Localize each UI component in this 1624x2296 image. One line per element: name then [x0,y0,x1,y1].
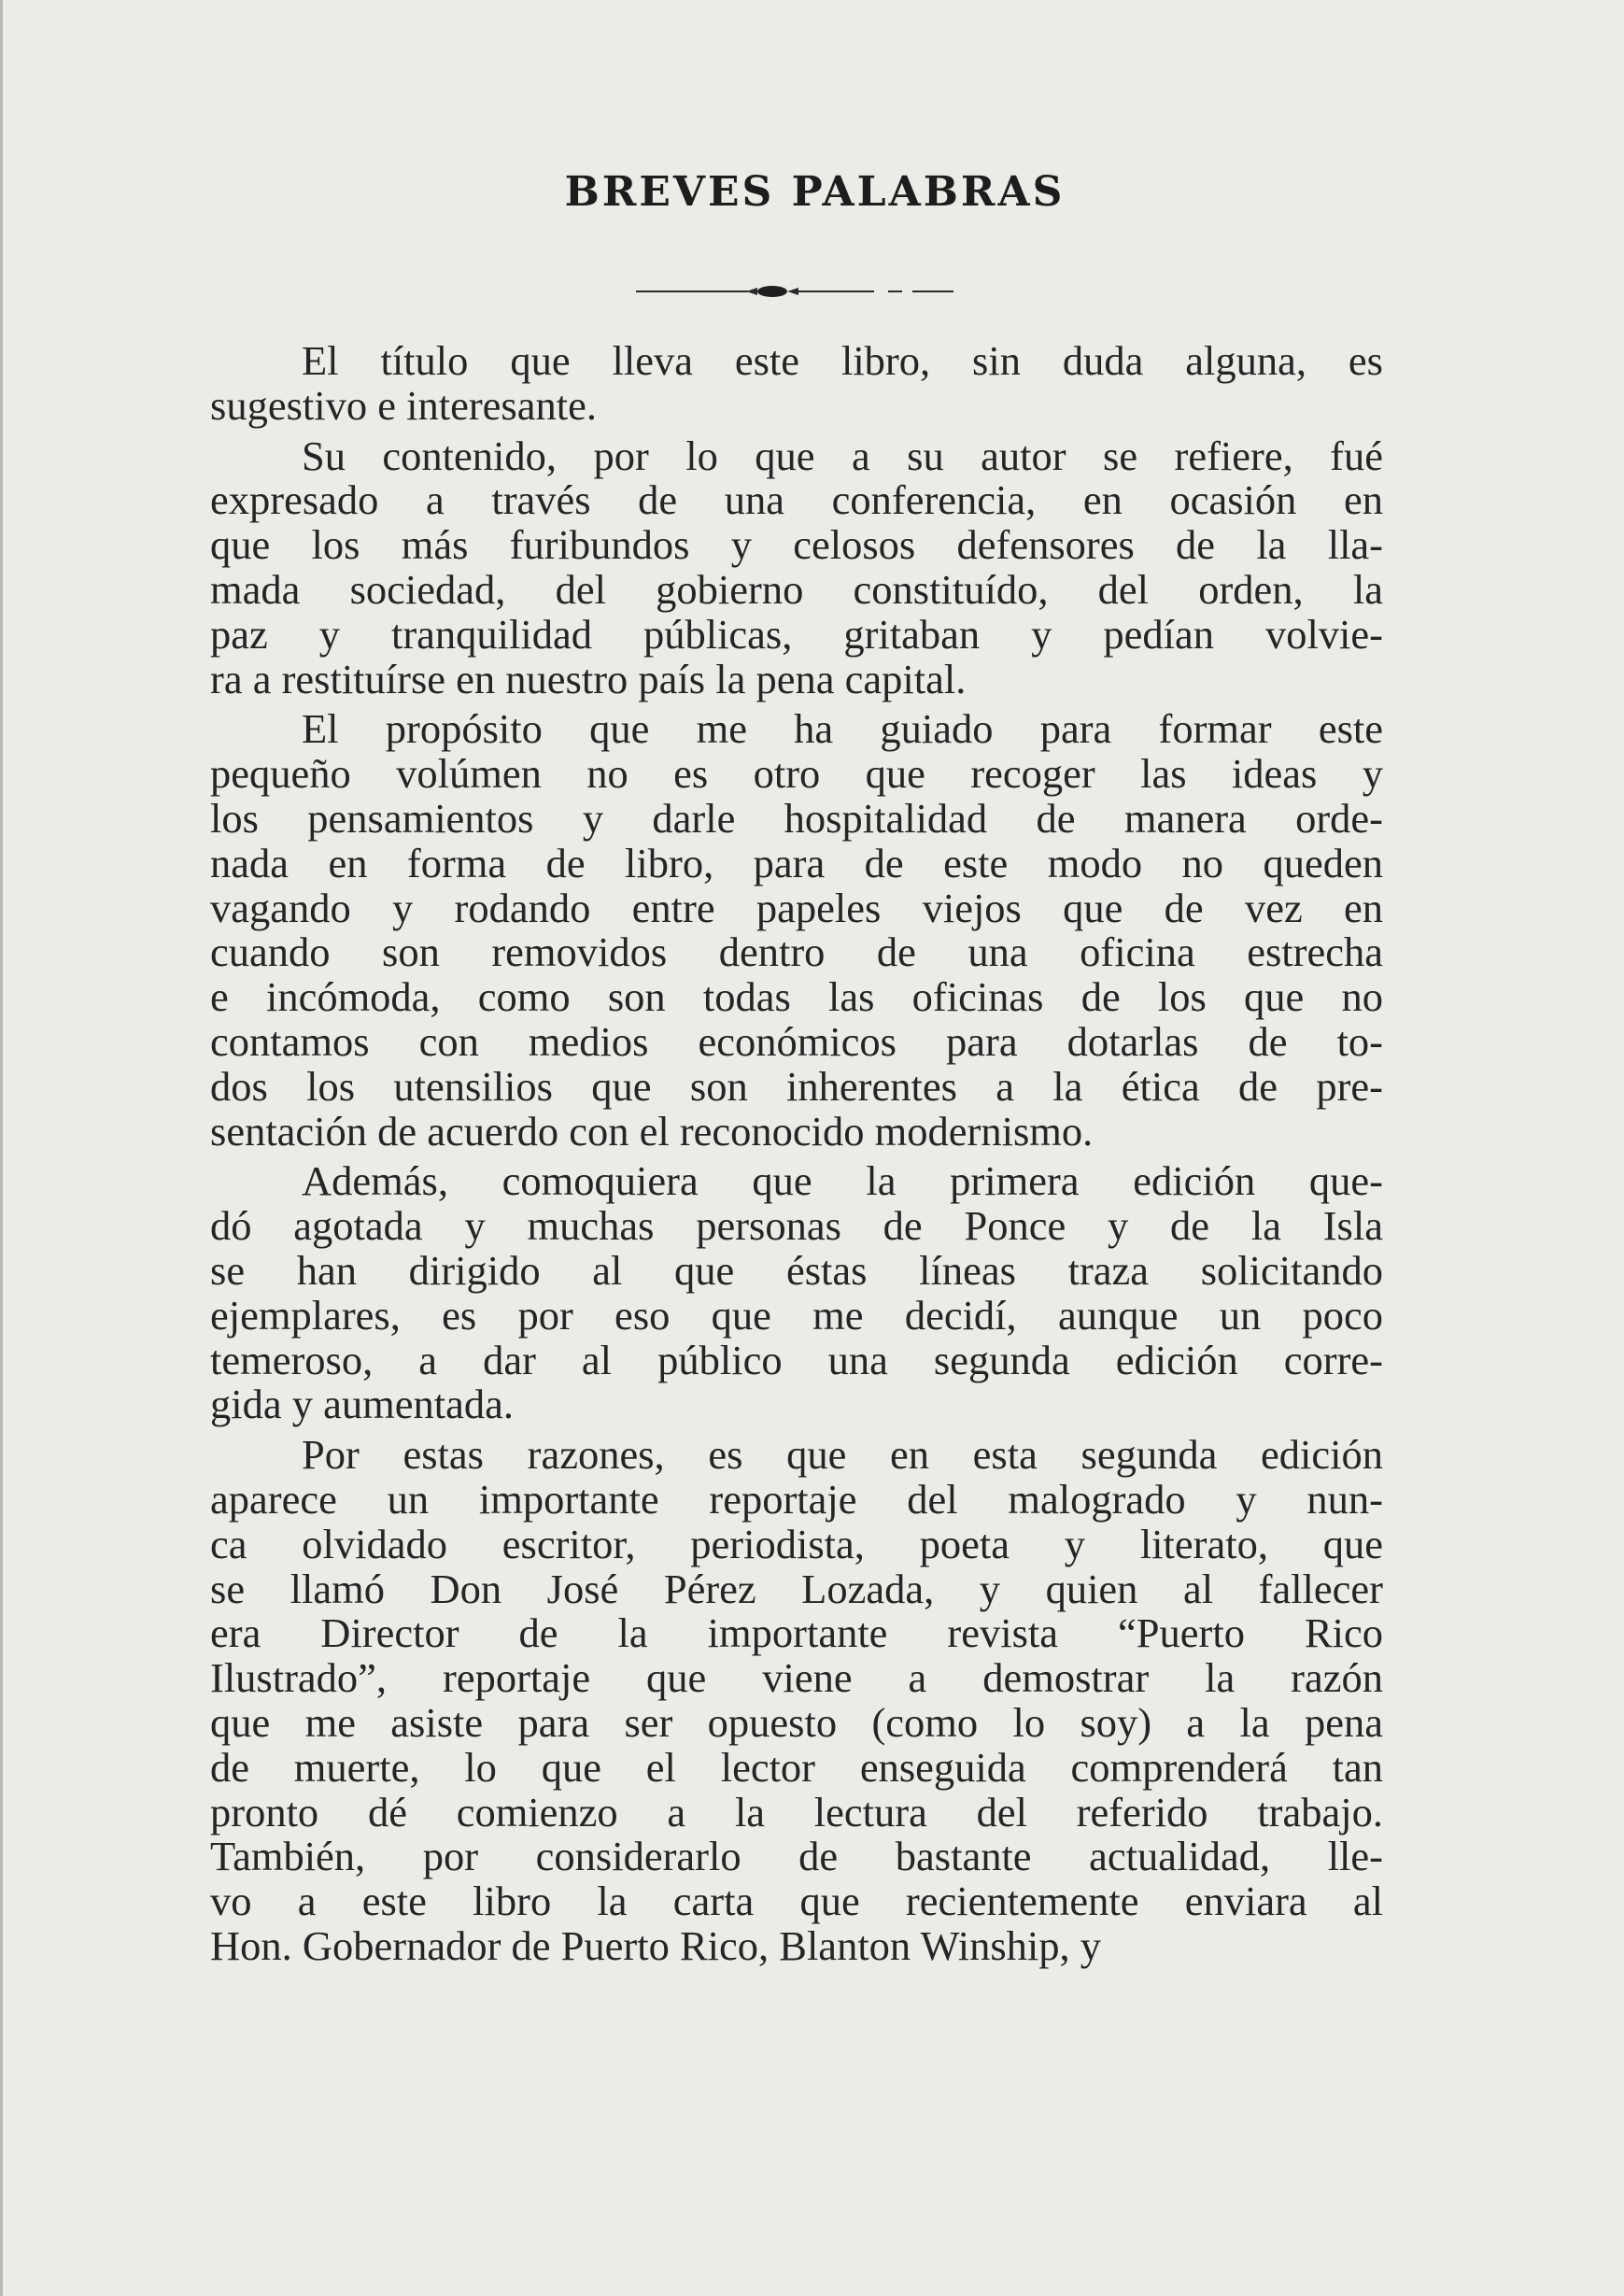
text-line: que me asiste para ser opuesto (como lo soy) a la pena [210,1698,1383,1746]
text-line: se han dirigido al que éstas líneas traza solicitando [210,1246,1383,1294]
text-line: dó agotada y muchas personas de Ponce y de la Isla [210,1202,1383,1250]
decorative-divider-icon [636,280,953,303]
text-line: pronto dé comienzo a la lectura del referido trabajo. [210,1788,1383,1835]
text-line: gida y aumentada. [210,1381,514,1428]
text-line: temeroso, a dar al público una segunda edición corre- [210,1336,1383,1383]
text-line: ejemplares, es por eso que me decidí, aunque un poco [210,1291,1383,1339]
text-line: También, por considerarlo de bastante actualidad, lle- [210,1833,1383,1880]
text-line: vagando y rodando entre papeles viejos que de vez en [210,884,1383,931]
text-line: nada en forma de libro, para de este modo no queden [210,839,1383,886]
text-line: vo a este libro la carta que recientemente enviara al [210,1878,1383,1925]
text-line: era Director de la importante revista “Puerto Rico [210,1609,1383,1657]
text-line: los pensamientos y darle hospitalidad de manera orde- [210,794,1383,842]
text-line: que los más furibundos y celosos defensores de la lla- [210,521,1383,569]
text-line: ra a restituírse en nuestro país la pena capital. [210,655,967,702]
text-line: se llamó Don José Pérez Lozada, y quien al fallecer [210,1565,1383,1612]
body-text [210,339,1383,1975]
paragraph [210,1159,1383,1427]
text-line: pequeño volúmen no es otro que recoger las ideas y [210,750,1383,798]
text-line: Además, comoquiera que la primera edición que- [302,1157,1383,1205]
text-line: contamos con medios económicos para dotarlas de to- [210,1017,1383,1065]
text-line: sugestivo e interesante. [210,381,597,429]
text-line: Ilustrado”, reportaje que viene a demostrar la razón [210,1654,1383,1702]
text-line: paz y tranquilidad públicas, gritaban y pedían volvie- [210,610,1383,658]
text-line: aparece un importante reportaje del malogrado y nun- [210,1475,1383,1523]
text-line: sentación de acuerdo con el reconocido modernismo. [210,1107,1094,1155]
text-line: de muerte, lo que el lector enseguida comprenderá tan [210,1743,1383,1791]
paragraph [210,707,1383,1154]
text-line: mada sociedad, del gobierno constituído, del orden, la [210,565,1383,613]
paragraph [210,339,1383,429]
paragraph [210,434,1383,702]
text-line: El propósito que me ha guiado para formar este [302,705,1383,753]
text-line: Hon. Gobernador de Puerto Rico, Blanton Winship, y [210,1921,1102,1969]
text-line: Su contenido, por lo que a su autor se refiere, fué [302,432,1383,479]
text-line: dos los utensilios que son inherentes a la ética de pre- [210,1062,1383,1110]
text-line: El título que lleva este libro, sin duda alguna, es [302,337,1383,384]
page-title: BREVES PALABRAS [564,168,1066,216]
text-line: Por estas razones, es que en esta segunda edición [302,1431,1383,1479]
text-line: ca olvidado escritor, periodista, poeta y literato, que [210,1520,1383,1567]
text-line: cuando son removidos dentro de una oficina estrecha [210,928,1383,976]
text-line: e incómoda, como son todas las oficinas de los que no [210,973,1383,1021]
paragraph [210,1433,1383,1969]
text-line: expresado a través de una conferencia, en ocasión en [210,476,1383,524]
